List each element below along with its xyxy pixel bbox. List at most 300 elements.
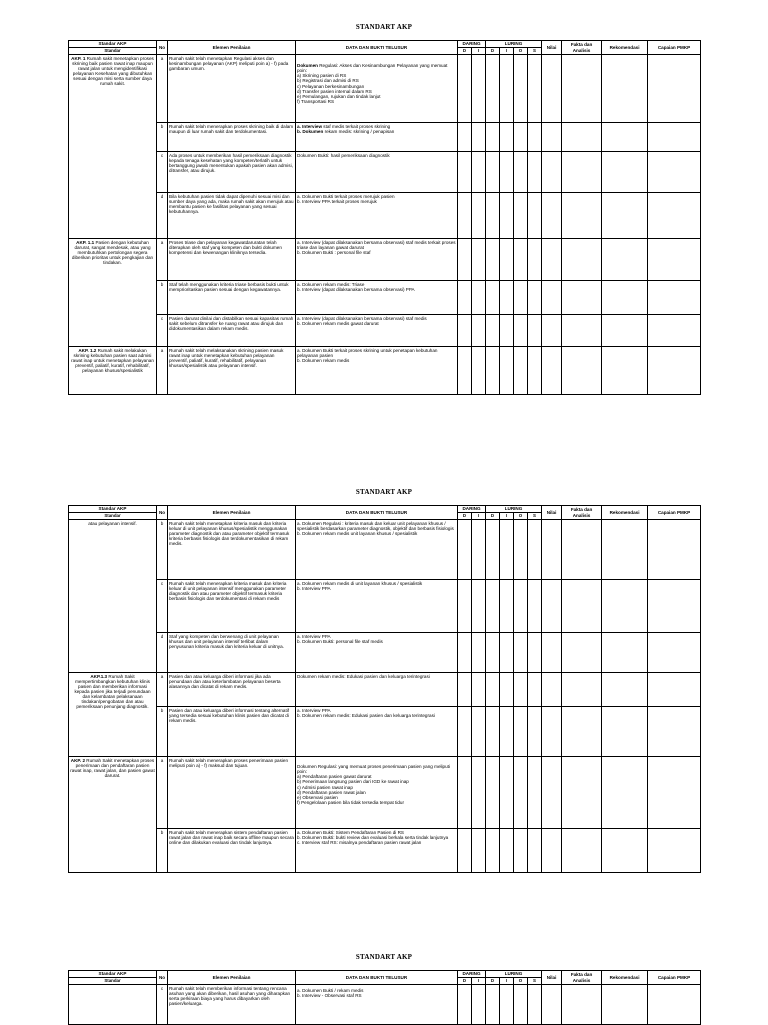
score-cell[interactable] [514,347,528,395]
score-cell[interactable] [458,239,472,281]
row-no: d [157,633,168,673]
score-cell[interactable] [486,757,500,829]
score-cell[interactable] [500,347,514,395]
fakta-cell[interactable] [562,985,602,1025]
evidence-cell [296,633,458,673]
standard-cell [69,985,157,1025]
standard-cell [69,757,157,873]
criterion-text: Rumah sakit telah menetapkan Regulasi akses dan kesinambungan pelayanan (AKP) meliputi poin a) - f) pada gambaran umum. [168,55,296,123]
row-no: a [157,673,168,707]
score-cell[interactable] [472,347,486,395]
score-cell[interactable] [514,633,528,673]
rekomendasi-cell[interactable] [602,985,648,1025]
criterion-text: Rumah sakit telah memberikan informasi tentang rencana asuhan yang akan diberikan, hasil asuhan yang diharapkan serta perkiraan biaya yang harus dibayarkan oleh pasien/keluarga. [168,985,296,1025]
header-s: S [528,48,542,55]
fakta-cell[interactable] [562,757,602,829]
capaian-cell[interactable] [648,633,701,673]
evidence-cell [296,829,458,873]
evidence-line: a. Dokumen Bukti: Sistem Pendaftaran Pasien di RS [297,829,404,835]
header-standar: Standar [69,978,157,985]
nilai-cell[interactable] [542,707,562,757]
fakta-cell[interactable] [562,123,602,152]
evidence-line: b. Interview PPA terkait proses merujuk [297,198,377,204]
row-no: a [157,757,168,829]
header-i: I [500,48,514,55]
score-cell[interactable] [458,707,472,757]
score-cell[interactable] [514,281,528,315]
evidence-line: a. Interview PPA [297,633,331,639]
capaian-cell[interactable] [648,239,701,281]
score-cell[interactable] [486,707,500,757]
capaian-cell[interactable] [648,123,701,152]
rekomendasi-cell[interactable] [602,239,648,281]
evidence-line: a) Skrining pasien di RS [297,73,347,79]
standard-text: Rumah Sakit mempertimbangkan kebutuhan klinis pasien dan memberikan informasi kepada pasien jika terjadi penundaan dan kelambatan pelaksanaan tindakan/pengobatan dan atau pemeriksaan penunjang diagnostik. [74,673,151,710]
standard-cell [69,347,157,395]
evidence-line: e) Observasi pasien [297,794,338,800]
evidence-bold: Dokumen [297,63,318,68]
score-cell[interactable] [472,315,486,347]
evidence-line: a. Dokumen rekam medis: Triase [297,281,365,287]
score-cell[interactable] [528,55,542,123]
score-cell[interactable] [528,985,542,1025]
header-rekomendasi: Rekomendasi [602,971,648,985]
score-cell[interactable] [500,829,514,873]
score-cell[interactable] [472,152,486,193]
row-no: c [157,315,168,347]
standard-text: Rumah Sakit menetapkan proses penerimaan dan pendaftaran pasien rawat inap, rawat jalan, dan pasien gawat darurat. [70,757,155,778]
rekomendasi-cell[interactable] [602,520,648,580]
score-cell[interactable] [486,281,500,315]
rekomendasi-cell[interactable] [602,55,648,123]
score-cell[interactable] [500,55,514,123]
fakta-cell[interactable] [562,580,602,633]
evidence-line: a. Dokumen Bukti / rekam medis [297,988,364,993]
score-cell[interactable] [458,580,472,633]
row-no: c [157,580,168,633]
score-cell[interactable] [514,829,528,873]
score-cell[interactable] [458,123,472,152]
fakta-cell[interactable] [562,707,602,757]
score-cell[interactable] [486,55,500,123]
capaian-cell[interactable] [648,347,701,395]
evidence-line: b. Dokumen rekam medis: skrining / penapisan [297,128,395,134]
nilai-cell[interactable] [542,829,562,873]
rekomendasi-cell[interactable] [602,315,648,347]
header-d: D [486,978,500,985]
header-s: S [528,978,542,985]
header-luring: LURING [486,41,542,48]
rekomendasi-cell[interactable] [602,633,648,673]
evidence-cell [296,239,458,281]
criterion-text: Pasien darurat dinilai dan distabilkan sesuai kapasitas rumah sakit sebelum ditransfer ke ruang rawat atau dirujuk dan didokumentasikan dalam rekam medis. [168,315,296,347]
evidence-line: b. Dokumen rekam medis: Edukasi pasien dan keluarga terintegrasi [297,712,435,718]
score-cell[interactable] [486,673,500,707]
evidence-cell [296,580,458,633]
score-cell[interactable] [472,520,486,580]
evidence-line: c) Admisi pasien rawat inap [297,784,353,790]
score-cell[interactable] [528,347,542,395]
header-s: S [528,513,542,520]
rekomendasi-cell[interactable] [602,707,648,757]
score-cell[interactable] [514,673,528,707]
evidence-cell: Dokumen Bukti: hasil pemeriksaan diagnostik [296,152,458,193]
header-fakta: Fakta dan Analisis [562,971,602,985]
evidence-line: a. Interview PPA [297,707,331,713]
capaian-cell[interactable] [648,757,701,829]
nilai-cell[interactable] [542,152,562,193]
nilai-cell[interactable] [542,55,562,123]
score-cell[interactable] [500,152,514,193]
row-no: a [157,55,168,123]
capaian-cell[interactable] [648,985,701,1025]
header-d: D [458,978,472,985]
evidence-line: a. Dokumen rekam medis di unit layanan khusus / spesialistik [297,580,423,586]
score-cell[interactable] [528,633,542,673]
evidence-line: c. Interview staf RS: misalnya pendaftaran pasien rawat jalan [297,839,422,845]
header-elemen: Elemen Penilaian [168,971,296,985]
rekomendasi-cell[interactable] [602,152,648,193]
score-cell[interactable] [500,985,514,1025]
capaian-cell[interactable] [648,152,701,193]
score-cell[interactable] [472,707,486,757]
evidence-line: a. Interview (dapat dilaksanakan bersama observasi) staf medis [297,315,427,321]
score-cell[interactable] [514,520,528,580]
nilai-cell[interactable] [542,633,562,673]
header-standar: Standar [69,48,157,55]
score-cell[interactable] [458,152,472,193]
score-cell[interactable] [472,673,486,707]
score-cell[interactable] [514,55,528,123]
score-cell[interactable] [528,315,542,347]
evidence-cell [296,757,458,829]
evidence-line: b. Interview - Observasi staf RS [297,993,362,999]
criterion-text: Rumah sakit telah menerapkan proses skrining baik di dalam maupun di luar rumah sakit dan terdokumentasi. [168,123,296,152]
fakta-cell[interactable] [562,239,602,281]
rekomendasi-cell[interactable] [602,580,648,633]
score-cell[interactable] [528,281,542,315]
header-standar: Standar [69,513,157,520]
fakta-cell[interactable] [562,55,602,123]
header-d: D [458,48,472,55]
evidence-line: Dokumen Regulasi: yang memuat proses penerimaan pasien yang meliputi poin: [297,764,450,775]
evidence-line: b. Dokumen rekam medis unit layanan khusus / spesialistik [297,530,418,536]
page-title: STANDART AKP [355,23,413,31]
score-cell[interactable] [486,315,500,347]
capaian-cell[interactable] [648,55,701,123]
evidence-line: b. Dokumen rekam medis [297,357,350,363]
evidence-line: a. Interview staf medis terkait proses skrining [297,123,391,129]
nilai-cell[interactable] [542,757,562,829]
score-cell[interactable] [528,829,542,873]
header-elemen: Elemen Penilaian [168,41,296,55]
evidence-line: b. Dokumen Bukti: bukti review dan evaluasi berkala serta tindak lanjutnya [297,834,449,840]
header-o: O [514,978,528,985]
score-cell[interactable] [500,580,514,633]
row-no: a [157,239,168,281]
nilai-cell[interactable] [542,347,562,395]
fakta-cell[interactable] [562,281,602,315]
header-standar-akp: Standar AKP [69,971,157,978]
score-cell[interactable] [472,580,486,633]
evidence-line: a. Dokumen Regulasi : kriteria masuk dan keluar unit pelayanan khusus / spesialistik berdasarkan parameter diagnostik, objektif dan berbasis fisiologis [297,520,454,531]
score-cell[interactable] [486,580,500,633]
standard-code: AKP. 1.2 [78,347,97,353]
header-nilai: Nilai [542,506,562,520]
capaian-cell[interactable] [648,707,701,757]
standard-text: Rumah sakit menetapkan proses skrining baik pasien rawat inap maupun rawat jalan untuk mengidentifikasi pelayanan Kesehatan yang dibutuhkan sesuai dengan misi serta sumber daya rumah sakit. [72,55,154,87]
score-cell[interactable] [500,239,514,281]
standard-cell [69,673,157,757]
capaian-cell[interactable] [648,520,701,580]
standard-code: AKP. 2 [70,757,85,763]
evidence-line: b. Dokumen rekam medis gawat darurat [297,320,379,326]
evidence-line: b) Penerimaan langsung pasien dari IGD ke rawat inap [297,779,409,785]
row-no: b [157,281,168,315]
standard-cell: atau pelayanan intensif. [69,520,157,673]
evidence-line: a. Interview (dapat dilaksanakan bersama observasi) staf medis terkait proses triase dan layanan gawat darurat [297,239,456,250]
header-no: No [157,506,168,520]
assessment-table [68,970,701,1025]
header-capaian: Capaian PMKP [648,41,701,55]
score-cell[interactable] [500,633,514,673]
score-cell[interactable] [486,633,500,673]
fakta-cell[interactable] [562,829,602,873]
evidence-text: Regulasi: Akses dan Kesinambungan Pelayanan yang memuat poin: [297,63,448,74]
criterion-text: Proses triase dan pelayanan kegawatdaruratan telah diterapkan oleh staf yang kompeten dan bukti dokumen kompetensi dan kewenangan kliniknya tersedia. [168,239,296,281]
evidence-line: b) Registrasi dan admisi di RS [297,78,359,84]
score-cell[interactable] [458,347,472,395]
score-cell[interactable] [500,707,514,757]
fakta-cell[interactable] [562,633,602,673]
evidence-line: d) Pendaftaran pasien rawat jalan [297,789,366,795]
criterion-text: Rumah sakit telah menetapkan kriteria masuk dan kriteria keluar di unit pelayanan khusus/spesialistik menggunakan parameter diagnostik dan atau parameter objektif termasuk kriteria berbasis fisiologis dan terdokumentasikan di rekam medis. [168,520,296,580]
score-cell[interactable] [500,757,514,829]
capaian-cell[interactable] [648,315,701,347]
score-cell[interactable] [514,315,528,347]
rekomendasi-cell[interactable] [602,123,648,152]
score-cell[interactable] [472,281,486,315]
score-cell[interactable] [528,193,542,239]
header-standar-akp: Standar AKP [69,41,157,48]
score-cell[interactable] [528,757,542,829]
rekomendasi-cell[interactable] [602,347,648,395]
standard-code: AKP. 1 [71,55,86,61]
header-daring: DARING [458,971,486,978]
rekomendasi-cell[interactable] [602,757,648,829]
score-cell[interactable] [458,315,472,347]
capaian-cell[interactable] [648,580,701,633]
evidence-cell [296,707,458,757]
score-cell[interactable] [486,520,500,580]
header-data-bukti: DATA DAN BUKTI TELUSUR [296,41,458,55]
score-cell[interactable] [486,123,500,152]
criterion-text: Ada proses untuk memberikan hasil pemeriksaan diagnostik kepada tenaga kesehatan yang kompeten/terlatih untuk bertanggung jawab menentukan apakah pasien akan admisi, ditransfer, atau dirujuk. [168,152,296,193]
capaian-cell[interactable] [648,193,701,239]
header-data-bukti: DATA DAN BUKTI TELUSUR [296,506,458,520]
header-d: D [486,48,500,55]
capaian-cell[interactable] [648,673,701,707]
header-i: I [472,513,486,520]
evidence-cell [296,315,458,347]
score-cell[interactable] [500,193,514,239]
header-d: D [486,513,500,520]
nilai-cell[interactable] [542,281,562,315]
score-cell[interactable] [472,985,486,1025]
assessment-table [68,505,701,873]
evidence-line: b. Dokumen Bukti : personal file staf [297,249,371,255]
criterion-text: Staf yang kompeten dan berwenang di unit pelayanan khusus dan unit pelayanan intensif terlibat dalam penyusunan kriteria masuk dan kriteria keluar di unitnya. [168,633,296,673]
header-i: I [472,978,486,985]
criterion-text: Rumah sakit telah menerapkan sistem pendaftaran pasien rawat jalan dan rawat inap baik secara offline maupun secara online dan dilakukan evaluasi dan tindak lanjutnya. [168,829,296,873]
nilai-cell[interactable] [542,315,562,347]
evidence-line: b. Dokumen Bukti: personal file staf medis [297,638,383,644]
evidence-cell [296,123,458,152]
score-cell[interactable] [458,829,472,873]
header-capaian: Capaian PMKP [648,506,701,520]
score-cell[interactable] [514,193,528,239]
score-cell[interactable] [514,239,528,281]
score-cell[interactable] [500,673,514,707]
evidence-line: b. Interview PPA [297,585,331,591]
score-cell[interactable] [514,580,528,633]
nilai-cell[interactable] [542,520,562,580]
header-i: I [500,513,514,520]
score-cell[interactable] [528,707,542,757]
capaian-cell[interactable] [648,829,701,873]
score-cell[interactable] [472,193,486,239]
score-cell[interactable] [486,347,500,395]
score-cell[interactable] [458,757,472,829]
fakta-cell[interactable] [562,315,602,347]
rekomendasi-cell[interactable] [602,193,648,239]
fakta-cell[interactable] [562,347,602,395]
score-cell[interactable] [500,520,514,580]
nilai-cell[interactable] [542,193,562,239]
score-cell[interactable] [486,152,500,193]
header-fakta: Fakta dan Analisis [562,41,602,55]
header-o: O [514,513,528,520]
score-cell[interactable] [514,985,528,1025]
header-o: O [514,48,528,55]
capaian-cell[interactable] [648,281,701,315]
criterion-text: Pasien dan atau keluarga diberi informasi tentang alternatif yang tersedia sesuai kebutuhan klinis pasien dan dicatat di rekam medis. [168,707,296,757]
score-cell[interactable] [528,123,542,152]
evidence-line: e) Pemulangan, rujukan dan tindak lanjut [297,93,381,99]
score-cell[interactable] [458,281,472,315]
header-capaian: Capaian PMKP [648,971,701,985]
score-cell[interactable] [528,580,542,633]
score-cell[interactable] [458,633,472,673]
rekomendasi-cell[interactable] [602,673,648,707]
assessment-table [68,40,701,395]
header-luring: LURING [486,971,542,978]
header-d: D [458,513,472,520]
score-cell[interactable] [472,757,486,829]
row-no: a [157,347,168,395]
fakta-cell[interactable] [562,152,602,193]
nilai-cell[interactable] [542,985,562,1025]
score-cell[interactable] [486,985,500,1025]
criterion-text: Staf telah menggunakan kriteria triase berbasis bukti untuk memprioritaskan pasien sesuai dengan kegawatannya. [168,281,296,315]
row-no: b [157,123,168,152]
score-cell[interactable] [500,123,514,152]
criterion-text: Rumah sakit telah melaksanakan skrining pasien masuk rawat inap untuk menetapkan kebutuhan pelayanan preventif, paliatif, kuratif, rehabilitatif, pelayanan khusus/spesialistik atau pelayanan intensif. [168,347,296,395]
header-data-bukti: DATA DAN BUKTI TELUSUR [296,971,458,985]
header-nilai: Nilai [542,41,562,55]
score-cell[interactable] [500,281,514,315]
row-no: c [157,985,168,1025]
score-cell[interactable] [486,193,500,239]
score-cell[interactable] [514,707,528,757]
score-cell[interactable] [458,673,472,707]
score-cell[interactable] [472,55,486,123]
header-standar-akp: Standar AKP [69,506,157,513]
fakta-cell[interactable] [562,520,602,580]
evidence-cell: Dokumen rekam medis: Edukasi pasien dan keluarga terintegrasi [296,673,458,707]
rekomendasi-cell[interactable] [602,829,648,873]
row-no: b [157,707,168,757]
header-elemen: Elemen Penilaian [168,506,296,520]
score-cell[interactable] [528,673,542,707]
nilai-cell[interactable] [542,580,562,633]
criterion-text: Rumah sakit telah menerapkan kriteria masuk dan kriteria keluar di unit pelayanan intensif menggunakan parameter diagnostik dan atau parameter objektif termasuk kriteria berbasis fisiologis dan terdokumentasi di rekam medis [168,580,296,633]
criterion-text: Pasien dan atau keluarga diberi informasi jika ada penundaan dan atau keterlambatan pelayanan beserta alasannya dan dicatat di rekam medis. [168,673,296,707]
evidence-cell [296,985,458,1025]
score-cell[interactable] [472,123,486,152]
score-cell[interactable] [528,520,542,580]
rekomendasi-cell[interactable] [602,281,648,315]
score-cell[interactable] [528,239,542,281]
standard-text: Pasien dengan kebutuhan darurat, sangat mendesak, atau yang membutuhkan pertolongan segera diberikan prioritas untuk pengkajian dan tindakan. [71,239,154,266]
score-cell[interactable] [472,829,486,873]
header-luring: LURING [486,506,542,513]
score-cell[interactable] [458,520,472,580]
score-cell[interactable] [514,123,528,152]
score-cell[interactable] [500,315,514,347]
nilai-cell[interactable] [542,239,562,281]
evidence-cell [296,520,458,580]
evidence-line: a) Pendaftaran pasien gawat darurat [297,774,372,780]
score-cell[interactable] [514,757,528,829]
standard-cell [69,239,157,347]
row-no: b [157,520,168,580]
score-cell[interactable] [472,633,486,673]
evidence-cell [296,281,458,315]
evidence-cell [296,347,458,395]
fakta-cell[interactable] [562,193,602,239]
fakta-cell[interactable] [562,673,602,707]
score-cell[interactable] [458,193,472,239]
header-rekomendasi: Rekomendasi [602,506,648,520]
criterion-text: Rumah sakit telah menerapkan proses penerimaan pasien meliputi poin a) - f) maksud dan tujuan. [168,757,296,829]
header-no: No [157,41,168,55]
standard-text: Rumah sakit melakukan skrining kebutuhan pasien saat admisi rawat inap untuk menetapkan pelayanan preventif, paliatif, kuratif, rehabilitatif, pelayanan khusus/spesialistik [71,347,154,374]
score-cell[interactable] [528,152,542,193]
score-cell[interactable] [458,985,472,1025]
score-cell[interactable] [514,152,528,193]
evidence-line: f) Transportasi RS [297,98,335,104]
nilai-cell[interactable] [542,123,562,152]
row-no: c [157,152,168,193]
score-cell[interactable] [472,239,486,281]
score-cell[interactable] [458,55,472,123]
evidence-line: b. Interview (dapat dilaksanakan bersama observasi) PPA [297,286,415,292]
header-i: I [500,978,514,985]
score-cell[interactable] [486,239,500,281]
score-cell[interactable] [486,829,500,873]
nilai-cell[interactable] [542,673,562,707]
